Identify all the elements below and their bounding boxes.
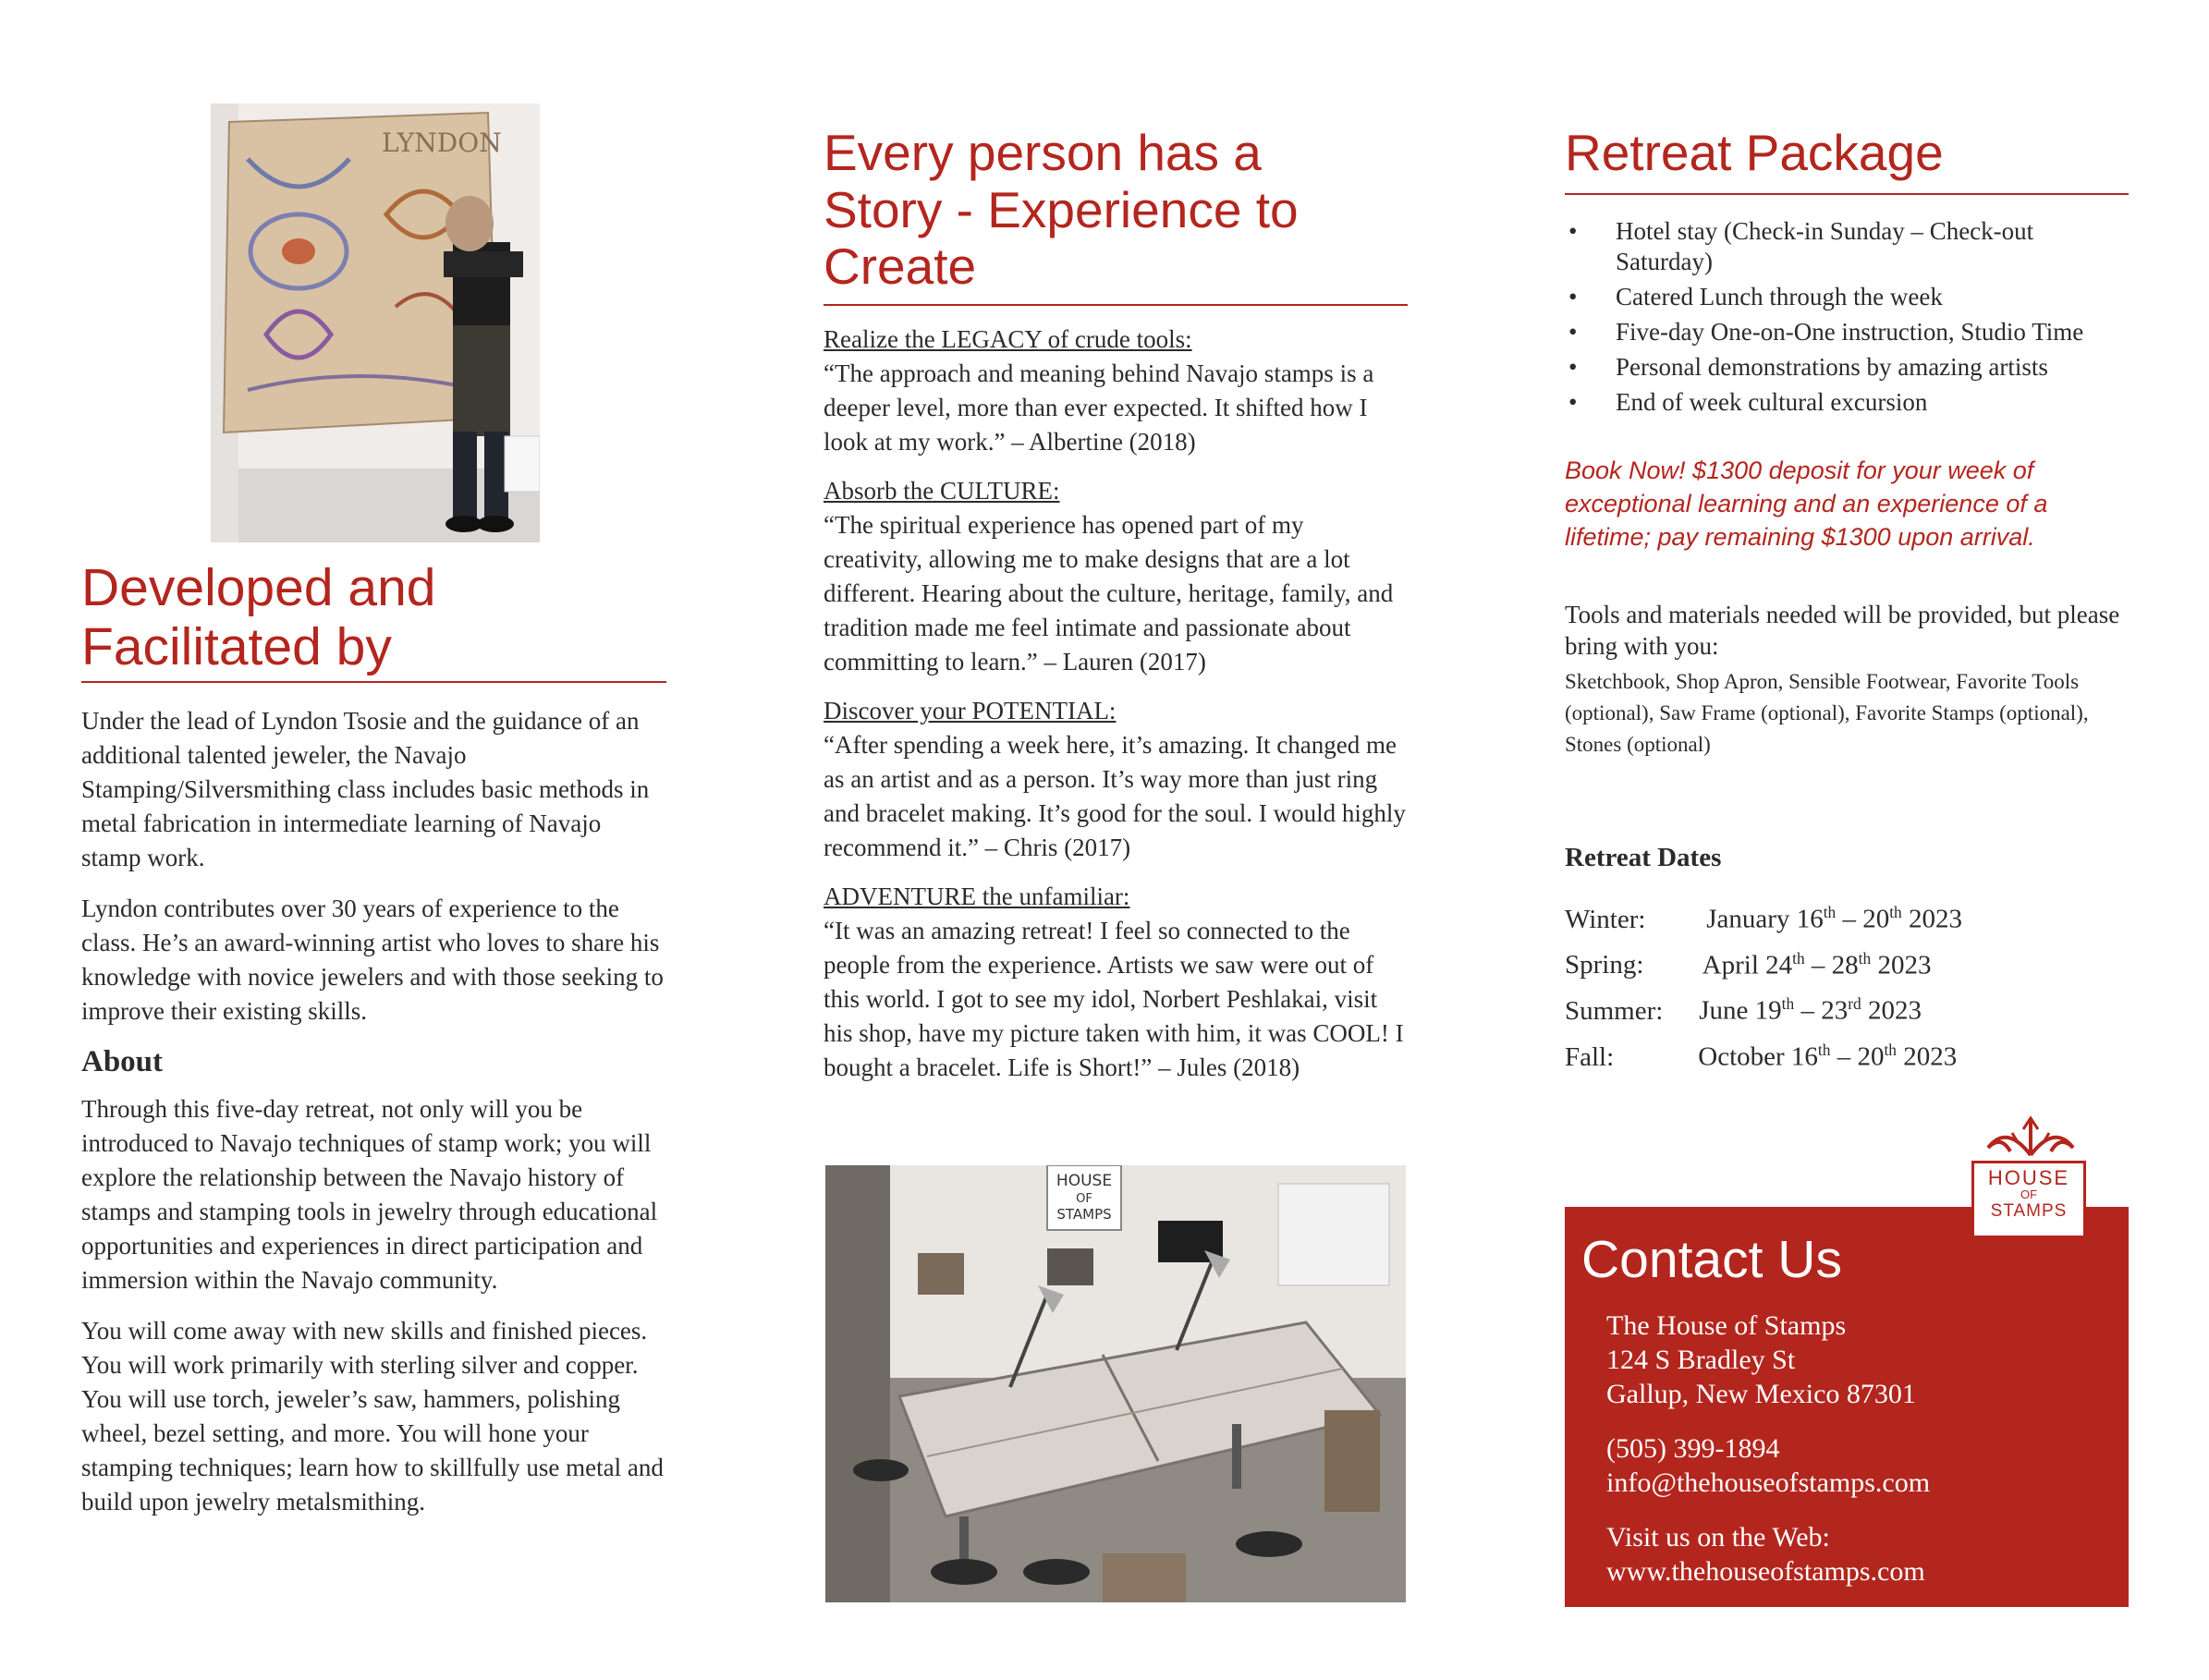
list-item [1565,216,2129,277]
developed-heading-line-1: Developed and [81,558,436,617]
date-start: 16 [1796,904,1824,934]
city-state-zip: Gallup, New Mexico 87301 [1606,1379,1916,1409]
list-item [1565,352,2129,383]
about-paragraph-1: Through this five-day retreat, not only will you be introduced to Navajo techniques of stamp work; you will explore the relationship between the Navajo history of stamps and stamping tools in jewelry through educational opportunities and experiences in direct participation and immersion within the Navajo community. [81,1095,658,1294]
about-paragraph-2: You will come away with new skills and finished pieces. You will work primarily with sterling silver and copper. You will use torch, jeweler’s saw, hammers, polishing wheel, bezel setting, and more. You will hone your stamping techniques; learn how to skillfully use metal and build upon jewelry metalsmithing. [81,1317,664,1516]
package-item-text: End of week cultural excursion [1616,388,1928,416]
story-heading-line-2: Story - Experience to [824,180,1299,238]
date-dash: – [1800,995,1814,1026]
logo-box [1971,1161,2086,1238]
date-dash: – [1837,1041,1851,1072]
testimonials [824,323,1408,1100]
date-season: Spring: [1565,950,1644,980]
bullet-icon: • [1568,318,1578,346]
date-year: 2023 [1909,904,1962,934]
studio-sign-line-3: STAMPS [1056,1206,1112,1223]
date-start-suffix: th [1781,994,1795,1014]
bullet-icon: • [1568,353,1578,381]
date-row [1565,939,2129,985]
date-season: Winter: [1565,904,1646,934]
package-section [1565,216,2129,422]
story-heading-rule [824,304,1408,306]
testimonial-title: ADVENTURE the unfamiliar: [824,883,1130,910]
testimonial-text: “The approach and meaning behind Navajo stamps is a deeper level, more than ever expected. It shifted how I look at my work.” – Albertine (2018) [824,359,1374,456]
developed-heading-line-2: Facilitated by [81,616,392,676]
artist-photo [211,103,540,542]
date-dash: – [1811,950,1825,980]
testimonial [824,474,1408,679]
date-end-suffix: th [1889,903,1902,921]
tools-intro: Tools and materials needed will be provided, but please bring with you: [1565,601,2120,660]
retreat-dates-heading: Retreat Dates [1565,843,1722,872]
phone-number: (505) 399-1894 [1606,1433,1780,1464]
testimonial-text: “The spiritual experience has opened part of my creativity, allowing me to make designs that are a lot different. Hearing about the culture, heritage, family, and tradition made me feel intimate and passionate about committing to learn.” – Lauren (2017) [824,511,1394,676]
date-year: 2023 [1877,950,1932,980]
date-year: 2023 [1903,1041,1958,1072]
testimonial [824,880,1408,1085]
studio-photo [825,1165,1406,1602]
date-end-suffix: rd [1848,994,1861,1014]
developed-heading [81,559,666,677]
retreat-package-rule [1565,193,2129,195]
studio-sign-line-1: HOUSE [1056,1172,1113,1190]
date-end: 20 [1862,904,1890,934]
email-link[interactable]: info@thehouseofstamps.com [1606,1467,1931,1498]
date-dash: – [1842,904,1856,934]
package-item-text: Hotel stay (Check-in Sunday – Check-out Saturday) [1616,217,2034,275]
date-end-suffix: th [1858,948,1872,968]
date-start-suffix: th [1792,948,1805,968]
date-start-suffix: th [1823,903,1837,921]
testimonial-title: Absorb the CULTURE: [824,477,1060,505]
date-season: Fall: [1565,1041,1615,1072]
date-month: January [1706,904,1790,934]
testimonial-text: “After spending a week here, it’s amazing. It changed me as an artist and as a person. It’s way more than just ring and bracelet making. It’s good for the soul. I would highly recommend it.” – Chris (2017) [824,731,1406,861]
left-body [81,704,666,1536]
photo-sign-text: LYNDON [382,128,502,158]
date-start: 19 [1754,995,1782,1026]
testimonial-text: “It was an amazing retreat! I feel so connected to the people from the experience. Artists we saw were out of this world. I got to see my idol, Norbert Peshlakai, visit his shop, have my picture taken with him, it was COOL! I bought a bracelet. Life is Short!” – Jules (2018) [824,917,1404,1081]
artist-photo-graphic [211,103,540,542]
date-year: 2023 [1867,995,1922,1026]
bullet-icon: • [1568,217,1578,245]
studio-photo-graphic [825,1165,1406,1602]
bullet-icon: • [1568,283,1578,310]
testimonial [824,323,1408,459]
package-list [1565,216,2129,418]
house-of-stamps-logo [1970,1114,2092,1244]
date-row [1565,1030,2129,1077]
story-heading [824,125,1408,296]
testimonial [824,694,1408,865]
contact-box [1565,1207,2129,1607]
about-heading: About [81,1045,164,1078]
logo-line-2: OF [2020,1187,2038,1201]
date-start: 24 [1765,950,1793,980]
story-heading-line-3: Create [824,237,977,296]
date-end: 23 [1821,995,1849,1026]
studio-sign-line-2: OF [1076,1192,1092,1206]
retreat-dates-list [1565,893,2129,1077]
testimonial-title: Discover your POTENTIAL: [824,697,1117,724]
testimonial-title: Realize the LEGACY of crude tools: [824,325,1192,353]
story-heading-line-1: Every person has a [824,124,1262,181]
web-label: Visit us on the Web: [1606,1522,1830,1552]
contact-details [1606,1309,2119,1589]
bullet-icon: • [1568,388,1578,416]
street-address: 124 S Bradley St [1606,1345,1796,1375]
date-season: Summer: [1565,995,1664,1026]
package-item-text: Five-day One-on-One instruction, Studio Time [1616,318,2084,346]
website-link[interactable]: www.thehouseofstamps.com [1606,1556,1925,1587]
book-now-text: Book Now! $1300 deposit for your week of exceptional learning and an experience of a lifetime; pay remaining $1300 upon arrival. [1565,457,2048,551]
list-item [1565,387,2129,418]
contact-heading: Contact Us [1581,1230,1842,1289]
intro-paragraph-1: Under the lead of Lyndon Tsosie and the guidance of an additional talented jeweler, the Navajo Stamping/Silversmithing class includes basic methods in metal fabrication in intermediate learning of Navajo stamp work. [81,707,650,871]
tools-list: Sketchbook, Shop Apron, Sensible Footwear, Favorite Tools (optional), Saw Frame (optional), Favorite Stamps (optional), Stones (optional) [1565,670,2089,756]
spacer [1606,1500,2119,1520]
date-start: 16 [1790,1041,1818,1072]
developed-heading-rule [81,681,666,683]
package-item-text: Personal demonstrations by amazing artists [1616,353,2048,381]
logo-line-3: STAMPS [1990,1201,2068,1221]
date-end-suffix: th [1884,1040,1897,1059]
date-month: October [1698,1041,1785,1072]
spacer [1606,1411,2119,1431]
logo-line-1: HOUSE [1987,1166,2070,1189]
date-month: April [1702,950,1759,980]
intro-paragraph-2: Lyndon contributes over 30 years of experience to the class. He’s an award-winning artist who loves to share his knowledge with novice jewelers and with those seeking to improve their existing skills. [81,895,664,1025]
date-end: 28 [1831,950,1859,980]
date-start-suffix: th [1817,1040,1831,1059]
date-row [1565,984,2129,1030]
package-item-text: Catered Lunch through the week [1616,283,1943,310]
list-item [1565,282,2129,312]
date-month: June [1699,995,1749,1026]
date-end: 20 [1857,1041,1885,1072]
date-row [1565,893,2129,939]
business-name: The House of Stamps [1606,1310,1847,1341]
list-item [1565,317,2129,347]
retreat-package-heading: Retreat Package [1565,124,1944,181]
